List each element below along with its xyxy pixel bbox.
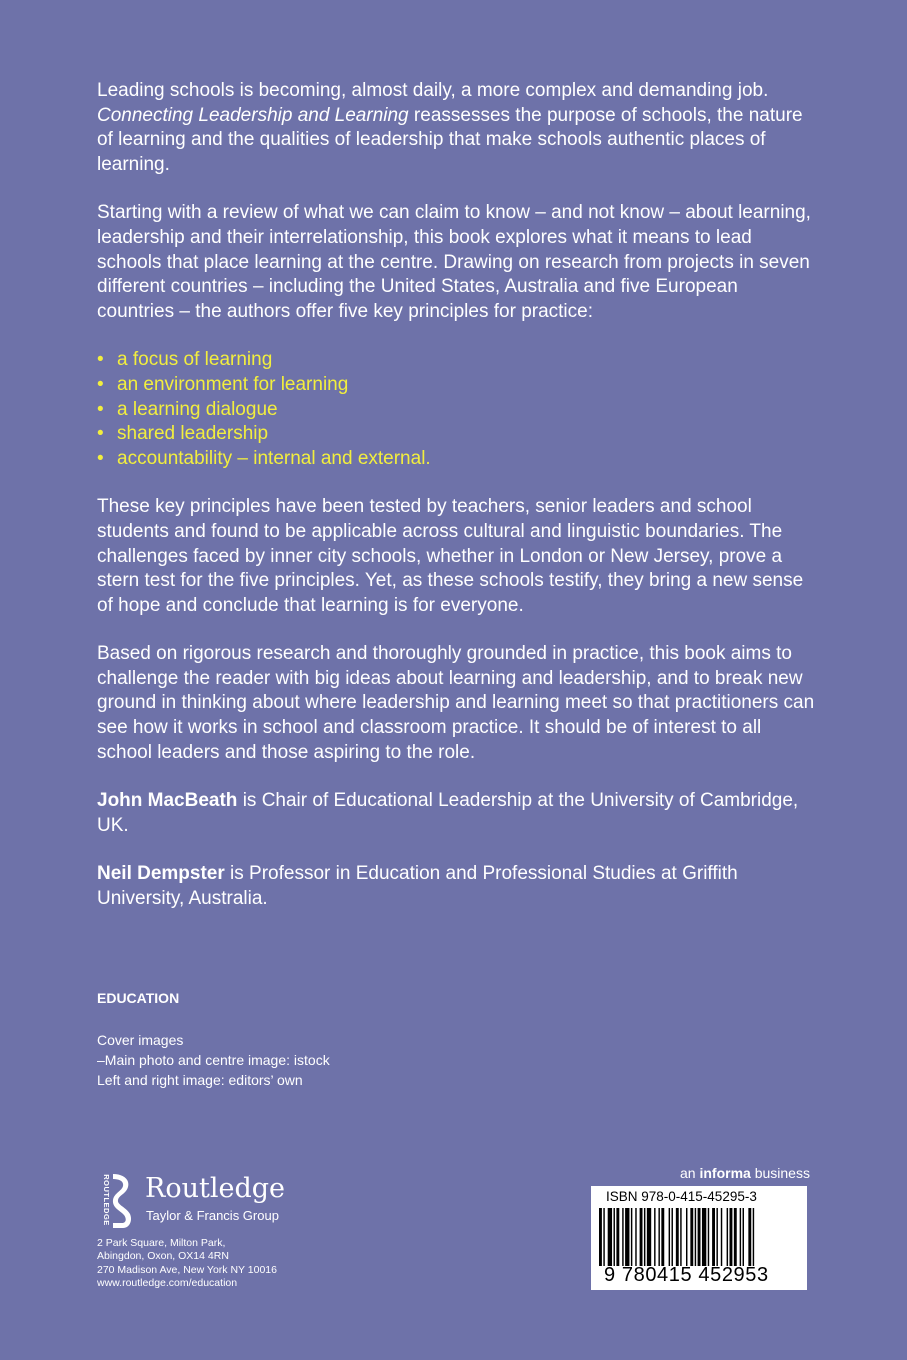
bullet-icon: • [97,373,104,395]
publisher-group: Taylor & Francis Group [146,1208,279,1223]
author-bio-dempster [97,862,817,911]
credit-line: Cover images [97,1032,184,1048]
credit-line: Left and right image: editors’ own [97,1072,303,1088]
barcode-bar [676,1208,679,1266]
barcode-bar [712,1208,715,1266]
author-name: Neil Dempster [97,863,225,885]
barcode-bar [721,1208,722,1266]
isbn-label: ISBN 978-0-415-45295-3 [606,1189,757,1204]
barcode-bar [716,1208,717,1266]
principles-tested-paragraph: These key principles have been tested by teachers, senior leaders and school students and found to be applicable across cultural and linguistic boundaries. The challenges faced by inner city schools, whether in London or New Jersey, prove a stern test for the five principles. Yet, as these schools testify, they bring a new sense of hope and conclude that learning is for everyone. [97,496,804,616]
author-bio-macbeath [97,789,817,838]
barcode-icon [599,1208,799,1266]
barcode-digits: 9 780415 452953 [604,1264,769,1286]
barcode-bar [661,1208,664,1266]
research-based-paragraph: Based on rigorous research and thoroughly grounded in practice, this book aims to challenge the reader with big ideas about learning and leadership, and to break new ground in thinking about where leadership and learning meet so that practitioners can see how it works in school and classroom practice. It should be of interest to all school leaders and those aspiring to the role. [97,643,815,763]
isbn-barcode [591,1186,807,1290]
barcode-bar [599,1208,602,1266]
intro-text: Leading schools is becoming, almost daily, a more complex and demanding job. [97,80,769,101]
barcode-bar [625,1208,629,1266]
intro-text-tail: reassesses the purpose of schools, the nature of learning and the qualities of leadership that make schools authentic places of learning. [97,104,803,175]
barcode-bar [669,1208,670,1266]
barcode-bar [698,1208,701,1266]
barcode-bar [708,1208,709,1266]
author-name: John MacBeath [97,790,238,812]
informa-suffix: business [750,1165,810,1181]
informa-prefix: an [680,1165,700,1181]
website-url: www.routledge.com/education [97,1277,238,1290]
barcode-bar [640,1208,643,1266]
address-line: 270 Madison Ave, New York NY 10016 [97,1263,277,1276]
barcode-bar [631,1208,632,1266]
bullet-icon: • [97,423,104,445]
list-item [97,398,817,423]
back-cover-blurb [97,79,817,936]
publisher-address [97,1237,277,1291]
principles-list [97,348,817,471]
address-line: 2 Park Square, Milton Park, [97,1237,226,1249]
barcode-bar [740,1208,741,1266]
bullet-icon: • [97,349,104,371]
barcode-bar [727,1208,728,1266]
publisher-name: Routledge [145,1173,285,1204]
author-bio: is Professor in Education and Professional Studies at Griffith University, Australia. [97,863,738,910]
barcode-bar [734,1208,737,1266]
barcode-bar [635,1208,636,1266]
principle-text: accountability – internal and external. [117,447,431,469]
barcode-bar [614,1208,615,1266]
barcode-bar [702,1208,706,1266]
bullet-icon: • [97,447,104,469]
list-item [97,447,817,472]
author-bio: is Chair of Educational Leadership at the University of Cambridge, UK. [97,790,799,836]
barcode-bar [654,1208,655,1266]
barcode-bar [686,1208,687,1266]
barcode-bar [658,1208,659,1266]
barcode-bar [603,1208,604,1266]
informa-brand: informa [699,1165,751,1181]
list-item [97,422,817,447]
barcode-bar [748,1208,751,1266]
barcode-bar [616,1208,619,1266]
barcode-bar [644,1208,645,1266]
list-item [97,373,817,398]
research-paragraph: Starting with a review of what we can claim to know – and not know – about learning, leadership and their interrelationship, this book explores what it means to lead schools that place learning at the centre. Drawing on research from projects in seven different countries – including the United States, Australia and five European countries – the authors offer five key principles for practice: [97,202,811,322]
barcode-bar [622,1208,623,1266]
principle-text: shared leadership [117,423,269,445]
intro-paragraph [97,79,817,177]
bullet-icon: • [97,398,104,420]
barcode-bar [690,1208,693,1266]
list-item [97,348,817,373]
barcode-bar [672,1208,673,1266]
credit-line: –Main photo and centre image: istock [97,1052,330,1068]
barcode-bar [730,1208,733,1266]
routledge-logo-icon [97,1170,137,1230]
barcode-bar [743,1208,744,1266]
book-title: Connecting Leadership and Learning [97,104,409,126]
barcode-bar [695,1208,696,1266]
cover-credits [97,1030,330,1090]
barcode-bar [647,1208,651,1266]
barcode-bar [753,1208,754,1266]
logo-wordmark: ROUTLEDGE [102,1174,111,1226]
barcode-bar [680,1208,681,1266]
principle-text: a learning dialogue [117,398,278,420]
principle-text: a focus of learning [117,349,273,371]
address-line: Abingdon, Oxon, OX14 4RN [97,1250,229,1263]
principle-text: an environment for learning [117,373,349,395]
barcode-bar [608,1208,612,1266]
subject-category: EDUCATION [97,990,180,1006]
informa-business-tag [680,1165,810,1181]
